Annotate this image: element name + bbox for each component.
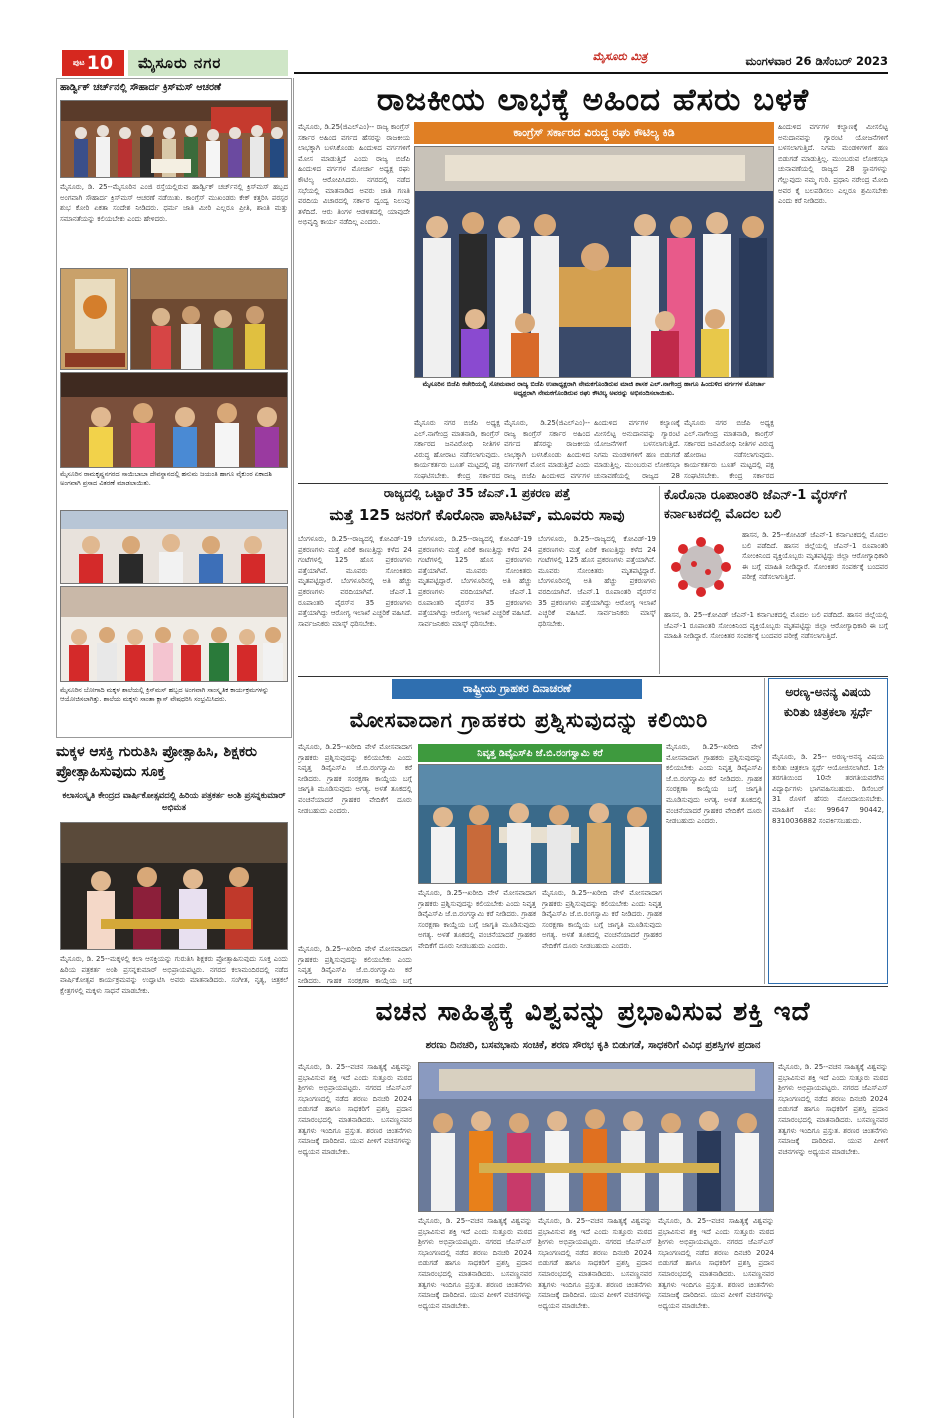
covid-kicker: ರಾಜ್ಯದಲ್ಲಿ ಒಟ್ಟಾರೆ 35 ಜೆಎನ್.1 ಪ್ರಕರಣ ಪತ್ತೆ bbox=[383, 486, 571, 500]
christmas-photo-2 bbox=[60, 586, 288, 682]
main-headline: ರಾಜಕೀಯ ಲಾಭಕ್ಕೆ ಅಹಿಂದ ಹೆಸರು ಬಳಕೆ bbox=[376, 82, 810, 118]
left-story3-headline: ಮಕ್ಕಳ ಆಸಕ್ತಿ ಗುರುತಿಸಿ ಪ್ರೋತ್ಸಾಹಿಸಿ, ಶಿಕ್ಷಕರು ಪ್ರೋತ್ಸಾಹಿಸುವುದು ಸೂಕ್ತ bbox=[56, 744, 257, 780]
header-rule bbox=[294, 72, 888, 74]
christmas-caption: ಮೈಸೂರಿನ ಬೋಗಾದಿ ಮಕ್ಕಳ ಶಾಲೆಯಲ್ಲಿ ಕ್ರಿಸ್‌ಮಸ್ ಹಬ್ಬದ ಅಂಗವಾಗಿ ಸಾಂಸ್ಕೃತಿಕ ಕಾರ್ಯಕ್ರಮಗಳನ್ನು ಆಯೋಜಿಸಲಾಗಿತ್ತು. ಶಾಲೆಯ ಮಕ್ಕಳು ಸಾಂತಾ ಕ್ಲಾಸ್ ವೇಷಧರಿಸಿ ಸಂಭ್ರಮಿಸಿದರು. bbox=[60, 686, 269, 703]
left-story3-sub: ಕಲಾಸಂಸ್ಕೃತಿ ಕೇಂದ್ರದ ವಾರ್ಷಿಕೋತ್ಸವದಲ್ಲಿ ಹಿರಿಯ ಪತ್ರಕರ್ತ ಅಂಶಿ ಪ್ರಸನ್ನಕುಮಾರ್ ಅಭಿಮತ bbox=[62, 791, 286, 813]
vachana-headline: ವಚನ ಸಾಹಿತ್ಯಕ್ಕೆ ವಿಶ್ವವನ್ನು ಪ್ರಭಾವಿಸುವ ಶಕ್ತಿ ಇದೆ bbox=[375, 997, 811, 1027]
main-body-bottom-3: ಹಿಂದುಳಿದ ವರ್ಗಗಳ ಕಲ್ಯಾಣಕ್ಕೆ ಮೀಸಲಿಟ್ಟ ಅನುದಾನವನ್ನು ಗ್ಯಾರಂಟಿ ಯೋಜನೆಗಳಿಗೆ ಬಳಸಲಾಗುತ್ತಿದೆ. ನಿಗಮ ಮಂಡಳಿಗಳಿಗೆ ಹಣ ಬಿಡುಗಡೆ ಮಾಡುತ್ತಿಲ್ಲ. ಮುಂಬರುವ ಲೋಕಸಭಾ ಚುನಾವಣೆಯಲ್ಲಿ ರಾಜ್ಯದ 28 bbox=[594, 419, 680, 480]
jn1-body-1: ಹಾಸನ, ಡಿ. 25--ಕೋವಿಡ್ ಜೆಎನ್-1 ಕರ್ನಾಟಕದಲ್ಲಿ ಮೊದಲ ಬಲಿ ಪಡೆದಿದೆ. ಹಾಸನ ಜಿಲ್ಲೆಯಲ್ಲಿ ಜೆಎನ್-1 ರೂಪಾಂತರಿ ಸೋಂಕಿನಿಂದ ವ್ಯಕ್ತಿಯೊಬ್ಬರು ಮೃತಪಟ್ಟಿದ್ದು ಜಿಲ್ಲಾ ಆರೋಗ್ಯಾಧಿಕಾರಿ ಈ ಬಗ್ಗೆ ಮಾಹಿತಿ ನೀಡಿದ್ದಾರೆ. ಸೋಂಕಿತರ ಸಂಪರ್ಕಕ್ಕೆ ಬಂದವರ ಪರೀಕ್ಷೆ ನಡೆಸಲಾಗುತ್ತಿದೆ. bbox=[742, 531, 888, 582]
page-number-box bbox=[62, 50, 124, 76]
covid-headline: ಮತ್ತೆ 125 ಜನರಿಗೆ ಕೊರೊನಾ ಪಾಸಿಟಿವ್, ಮೂವರು ಸಾವು bbox=[329, 506, 625, 524]
main-kicker bbox=[414, 122, 774, 144]
page-label: ಪುಟ bbox=[72, 58, 85, 67]
covid-divider bbox=[659, 486, 660, 674]
consumer-body-mid-1: ಮೈಸೂರು, ಡಿ.25--ಖರೀದಿ ವೇಳೆ ಮೋಸವಾದಾಗ ಗ್ರಾಹಕರು ಪ್ರಶ್ನಿಸುವುದನ್ನು ಕಲಿಯಬೇಕು ಎಂದು ನಿವೃತ್ತ ಡಿವೈಎಸ್‌ಪಿ ಜೆ.ಬಿ.ರಂಗಸ್ವಾಮಿ ಕರೆ ನೀಡಿದರು. ಗ್ರಾಹಕ ಸಂರಕ್ಷಣಾ ಕಾಯ್ದೆಯ ಬಗ್ಗೆ ಜಾಗೃತಿ ಮೂಡಿಸುವುದು ಅಗತ್ಯ. ಅಳತೆ ತೂಕದಲ್ಲಿ ವಂಚನೆಯಾದರೆ ಗ್ರಾಹಕರ ವೇದಿಕೆಗೆ ದೂರು ನೀಡಬಹುದು ಎಂದರು. bbox=[418, 889, 536, 950]
jn1-body-2: ಹಾಸನ, ಡಿ. 25--ಕೋವಿಡ್ ಜೆಎನ್-1 ಕರ್ನಾಟಕದಲ್ಲಿ ಮೊದಲ ಬಲಿ ಪಡೆದಿದೆ. ಹಾಸನ ಜಿಲ್ಲೆಯಲ್ಲಿ ಜೆಎನ್-1 ರೂಪಾಂತರಿ ಸೋಂಕಿನಿಂದ ವ್ಯಕ್ತಿಯೊಬ್ಬರು ಮೃತಪಟ್ಟಿದ್ದು ಜಿಲ್ಲಾ ಆರೋಗ್ಯಾಧಿಕಾರಿ ಈ ಬಗ್ಗೆ ಮಾಹಿತಿ ನೀಡಿದ್ದಾರೆ. ಸೋಂಕಿತರ ಸಂಪರ್ಕಕ್ಕೆ ಬಂದವರ ಪರೀಕ್ಷೆ ನಡೆಸಲಾಗುತ್ತಿದೆ. bbox=[664, 611, 888, 641]
section-banner bbox=[128, 50, 288, 76]
consumer-bottom-rule bbox=[298, 986, 888, 987]
bjp-photo bbox=[414, 146, 774, 378]
temple-caption: ಮೈಸೂರಿನ ರಾಮಕೃಷ್ಣನಗರದ ಸಾಯಿಬಾಬಾ ದೇವಸ್ಥಾನದಲ್ಲಿ ಹನುಮ ಜಯಂತಿ ಹಾಗೂ ವೈಕುಂಠ ಏಕಾದಶಿ ಅಂಗವಾಗಿ ಪ್ರಸಾದ ವಿತರಣೆ ಮಾಡಲಾಯಿತು. bbox=[60, 470, 272, 487]
main-body-left: ಮೈಸೂರು, ಡಿ.25(ಜಿಎಲ್‌ಎಂ)-- ರಾಜ್ಯ ಕಾಂಗ್ರೆಸ್ ಸರ್ಕಾರ ಅಹಿಂದ ವರ್ಗದ ಹೆಸರನ್ನು ರಾಜಕೀಯ ಲಾಭಕ್ಕಾಗಿ ಬಳಸಿಕೊಂಡು ಹಿಂದುಳಿದ ವರ್ಗಗಳಿಗೆ ಮೋಸ ಮಾಡುತ್ತಿದೆ ಎಂದು ರಾಜ್ಯ ಬಿಜೆಪಿ ಹಿಂದುಳಿದ ವರ್ಗಗಳ ಮೋರ್ಚಾ ಅಧ್ಯಕ್ಷ ರಘು ಕೌಟಿಲ್ಯ ಆರೋಪಿಸಿದರು. ನಗರದಲ್ಲಿ ನಡೆದ ಸಭೆಯಲ್ಲಿ ಮಾತನಾಡಿದ ಅವರು ಜಾತಿ ಗಣತಿ ವರದಿಯ ವಿಚಾರದಲ್ಲಿ ಸರ್ಕಾರ ದ್ವಂದ್ವ ನಿಲುವು ತಳೆದಿದೆ. ಆರು ತಿಂಗಳ ಆಡಳಿತದಲ್ಲಿ ಯಾವುದೇ ಅಭಿವೃದ್ಧಿ ಕಾರ್ಯ ನಡೆದಿಲ್ಲ ಎಂದರು. bbox=[298, 123, 410, 227]
covid-body-2: ಬೆಂಗಳೂರು, ಡಿ.25--ರಾಜ್ಯದಲ್ಲಿ ಕೋವಿಡ್-19 ಪ್ರಕರಣಗಳು ಮತ್ತೆ ಏರಿಕೆ ಕಾಣುತ್ತಿದ್ದು ಕಳೆದ 24 ಗಂಟೆಗಳಲ್ಲಿ 125 ಹೊಸ ಪ್ರಕರಣಗಳು ಪತ್ತೆಯಾಗಿವೆ. ಮೂವರು ಸೋಂಕಿತರು ಮೃತಪಟ್ಟಿದ್ದಾರೆ. ಬೆಂಗಳೂರಿನಲ್ಲಿ ಅತಿ ಹೆಚ್ಚು ಪ್ರಕರಣಗಳು ವರದಿಯಾಗಿವೆ. ಜೆಎನ್.1 ರೂಪಾಂತರಿ ವೈರಸ್‌ನ 35 ಪ್ರಕರಣಗಳು ಪತ್ತೆಯಾಗಿದ್ದು ಆರೋಗ್ಯ ಇಲಾಖೆ ಎಚ್ಚರಿಕೆ ವಹಿಸಿದೆ. ಸಾರ್ವಜನಿಕರು ಮಾಸ್ಕ್ ಧರಿಸಬೇಕು. bbox=[418, 535, 532, 628]
main-kicker-text: ಕಾಂಗ್ರೆಸ್ ಸರ್ಕಾರದ ವಿರುದ್ಧ ರಘು ಕೌಟಿಲ್ಯ ಕಿಡಿ bbox=[513, 126, 675, 139]
art-divider bbox=[764, 678, 765, 984]
jn1-headline: ಕೊರೊನಾ ರೂಪಾಂತರಿ ಜೆಎನ್-1 ವೈರಸ್‌ಗೆ ಕರ್ನಾಟಕದಲ್ಲಿ ಮೊದಲ ಬಲಿ bbox=[664, 488, 847, 522]
covid-body-3: ಬೆಂಗಳೂರು, ಡಿ.25--ರಾಜ್ಯದಲ್ಲಿ ಕೋವಿಡ್-19 ಪ್ರಕರಣಗಳು ಮತ್ತೆ ಏರಿಕೆ ಕಾಣುತ್ತಿದ್ದು ಕಳೆದ 24 ಗಂಟೆಗಳಲ್ಲಿ 125 ಹೊಸ ಪ್ರಕರಣಗಳು ಪತ್ತೆಯಾಗಿವೆ. ಮೂವರು ಸೋಂಕಿತರು ಮೃತಪಟ್ಟಿದ್ದಾರೆ. ಬೆಂಗಳೂರಿನಲ್ಲಿ ಅತಿ ಹೆಚ್ಚು ಪ್ರಕರಣಗಳು ವರದಿಯಾಗಿವೆ. ಜೆಎನ್.1 ರೂಪಾಂತರಿ ವೈರಸ್‌ನ 35 ಪ್ರಕರಣಗಳು ಪತ್ತೆಯಾಗಿದ್ದು ಆರೋಗ್ಯ ಇಲಾಖೆ ಎಚ್ಚರಿಕೆ ವಹಿಸಿದೆ. ಸಾರ್ವಜನಿಕರು ಮಾಸ್ಕ್ ಧರಿಸಬೇಕು. bbox=[538, 535, 656, 628]
left-story1-headline: ಹಾರ್ಡ್ವಿಕ್ ಚರ್ಚ್‌ನಲ್ಲಿ ಸೌಹಾರ್ದ ಕ್ರಿಸ್‌ಮಸ್ ಆಚರಣೆ bbox=[60, 82, 221, 93]
consumer-subhead bbox=[418, 744, 662, 762]
masthead: ಮೈಸೂರು ಮಿತ್ರ bbox=[592, 50, 648, 63]
temple-photo-2 bbox=[130, 268, 288, 370]
virus-image bbox=[664, 530, 738, 604]
left-story3-body: ಮೈಸೂರು, ಡಿ. 25--ಮಕ್ಕಳಲ್ಲಿ ಕಲಾ ಆಸಕ್ತಿಯನ್ನು ಗುರುತಿಸಿ ಶಿಕ್ಷಕರು ಪ್ರೋತ್ಸಾಹಿಸುವುದು ಸೂಕ್ತ ಎಂದು ಹಿರಿಯ ಪತ್ರಕರ್ತ ಅಂಶಿ ಪ್ರಸನ್ನಕುಮಾರ್ ಅಭಿಪ್ರಾಯಪಟ್ಟರು. ನಗರದ ಕಲಾಮಂದಿರದಲ್ಲಿ ನಡೆದ ವಾರ್ಷಿಕೋತ್ಸವ ಕಾರ್ಯಕ್ರಮವನ್ನು ಉದ್ಘಾಟಿಸಿ ಅವರು ಮಾತನಾಡಿದರು. ಸಂಗೀತ, ನೃತ್ಯ, ಚಿತ್ರಕಲೆ ಕ್ಷೇತ್ರಗಳಲ್ಲಿ ಮಕ್ಕಳು ಸಾಧನೆ ಮಾಡಬೇಕು. bbox=[60, 955, 288, 995]
covid-bottom-rule bbox=[298, 676, 888, 677]
section-title: ಮೈಸೂರು ನಗರ bbox=[138, 54, 222, 72]
consumer-kicker-text: ರಾಷ್ಟ್ರೀಯ ಗ್ರಾಹಕರ ದಿನಾಚರಣೆ bbox=[462, 682, 572, 695]
issue-date: ಮಂಗಳವಾರ 26 ಡಿಸೆಂಬರ್ 2023 bbox=[745, 54, 888, 68]
consumer-body-right: ಮೈಸೂರು, ಡಿ.25--ಖರೀದಿ ವೇಳೆ ಮೋಸವಾದಾಗ ಗ್ರಾಹಕರು ಪ್ರಶ್ನಿಸುವುದನ್ನು ಕಲಿಯಬೇಕು ಎಂದು ನಿವೃತ್ತ ಡಿವೈಎಸ್‌ಪಿ ಜೆ.ಬಿ.ರಂಗಸ್ವಾಮಿ ಕರೆ ನೀಡಿದರು. ಗ್ರಾಹಕ ಸಂರಕ್ಷಣಾ ಕಾಯ್ದೆಯ ಬಗ್ಗೆ ಜಾಗೃತಿ ಮೂಡಿಸುವುದು ಅಗತ್ಯ. ಅಳತೆ ತೂಕದಲ್ಲಿ ವಂಚನೆಯಾದರೆ ಗ್ರಾಹಕರ ವೇದಿಕೆಗೆ ದೂರು ನೀಡಬಹುದು ಎಂದರು. bbox=[666, 743, 762, 826]
left-story1-body: ಮೈಸೂರು, ಡಿ. 25--ಮೈಸೂರಿನ ಎಂಜಿ ರಸ್ತೆಯಲ್ಲಿರುವ ಹಾರ್ಡ್ವಿಕ್ ಚರ್ಚ್‌ನಲ್ಲಿ ಕ್ರಿಸ್‌ಮಸ್ ಹಬ್ಬದ ಅಂಗವಾಗಿ ಸೌಹಾರ್ದ ಕ್ರಿಸ್‌ಮಸ್ ಆಚರಣೆ ನಡೆಯಿತು. ಕಾಂಗ್ರೆಸ್ ಮುಖಂಡರು ಕೇಕ್ ಕತ್ತರಿಸಿ ಪರಸ್ಪರ ಶುಭ ಕೋರಿ ಏಕತಾ ಸಂದೇಶ ನೀಡಿದರು. ಧರ್ಮ ಜಾತಿ ಮೀರಿ ಎಲ್ಲರೂ ಪ್ರೀತಿ, ಶಾಂತಿ ಮತ್ತು ಸಮಾನತೆಯನ್ನು ಕಲಿಯಬೇಕು ಎಂದು ಹೇಳಿದರು. bbox=[60, 183, 288, 223]
left-divider bbox=[293, 78, 294, 1418]
consumer-photo bbox=[418, 764, 662, 884]
christmas-photo-1 bbox=[60, 510, 288, 584]
main-body-right: ಹಿಂದುಳಿದ ವರ್ಗಗಳ ಕಲ್ಯಾಣಕ್ಕೆ ಮೀಸಲಿಟ್ಟ ಅನುದಾನವನ್ನು ಗ್ಯಾರಂಟಿ ಯೋಜನೆಗಳಿಗೆ ಬಳಸಲಾಗುತ್ತಿದೆ. ನಿಗಮ ಮಂಡಳಿಗಳಿಗೆ ಹಣ ಬಿಡುಗಡೆ ಮಾಡುತ್ತಿಲ್ಲ. ಮುಂಬರುವ ಲೋಕಸಭಾ ಚುನಾವಣೆಯಲ್ಲಿ ರಾಜ್ಯದ 28 ಸ್ಥಾನಗಳನ್ನು ಗೆಲ್ಲುವುದು ನಮ್ಮ ಗುರಿ. ಪ್ರಧಾನಿ ನರೇಂದ್ರ ಮೋದಿ ಅವರ ಕೈ ಬಲಪಡಿಸಲು ಎಲ್ಲರೂ ಶ್ರಮಿಸಬೇಕು ಎಂದು ಕರೆ ನೀಡಿದರು. bbox=[778, 123, 888, 206]
church-photo bbox=[60, 100, 288, 178]
page-number: 10 bbox=[86, 52, 114, 74]
main-body-bottom-1: ಮೈಸೂರು ನಗರ ಬಿಜೆಪಿ ಅಧ್ಯಕ್ಷ ಎಲ್.ನಾಗೇಂದ್ರ ಮಾತನಾಡಿ, ಕಾಂಗ್ರೆಸ್ ಸರ್ಕಾರದ ಜನವಿರೋಧಿ ನೀತಿಗಳ ವಿರುದ್ಧ ಹೋರಾಟ ನಡೆಸಲಾಗುವುದು. ಕಾರ್ಯಕರ್ತರು ಬೂತ್ ಮಟ್ಟದಲ್ಲಿ ಪಕ್ಷ ಸಂಘಟಿಸಬೇಕು. ಕೇಂದ್ರ ಸರ್ಕಾರದ bbox=[414, 419, 500, 480]
consumer-body-left-2: ಮೈಸೂರು, ಡಿ.25--ಖರೀದಿ ವೇಳೆ ಮೋಸವಾದಾಗ ಗ್ರಾಹಕರು ಪ್ರಶ್ನಿಸುವುದನ್ನು ಕಲಿಯಬೇಕು ಎಂದು ನಿವೃತ್ತ ಡಿವೈಎಸ್‌ಪಿ ಜೆ.ಬಿ.ರಂಗಸ್ವಾಮಿ ಕರೆ ನೀಡಿದರು. ಗ್ರಾಹಕ ಸಂರಕ್ಷಣಾ ಕಾಯ್ದೆಯ ಬಗ್ಗೆ bbox=[298, 945, 412, 984]
temple-photo-3 bbox=[60, 372, 288, 468]
vachana-body-mid-1: ಮೈಸೂರು, ಡಿ. 25--ವಚನ ಸಾಹಿತ್ಯಕ್ಕೆ ವಿಶ್ವವನ್ನು ಪ್ರಭಾವಿಸುವ ಶಕ್ತಿ ಇದೆ ಎಂದು ಸುತ್ತೂರು ಮಠದ ಶ್ರೀಗಳು ಅಭಿಪ್ರಾಯಪಟ್ಟರು. ನಗರದ ಜೆಎಸ್‌ಎಸ್ ಸಭಾಂಗಣದಲ್ಲಿ ನಡೆದ ಶರಣು ದಿನಚರಿ 2024 ಬಿಡುಗಡೆ ಹಾಗೂ ಸಾಧಕರಿಗೆ ಪ್ರಶಸ್ತಿ ಪ್ರದಾನ ಸಮಾರಂಭದಲ್ಲಿ ಮಾತನಾಡಿದರು. ಬಸವಣ್ಣನವರ ತತ್ವಗಳು ಇಂದಿಗೂ ಪ್ರಸ್ತುತ. ಶರಣರ ಚಿಂತನೆಗಳು ಸಮಾಜಕ್ಕೆ ದಾರಿದೀಪ. ಯುವ ಪೀಳಿಗೆ ವಚನಗಳನ್ನು ಅಧ್ಯಯನ ಮಾಡಬೇಕು. bbox=[418, 1217, 532, 1310]
main-bottom-rule bbox=[298, 483, 888, 484]
consumer-body-left: ಮೈಸೂರು, ಡಿ.25--ಖರೀದಿ ವೇಳೆ ಮೋಸವಾದಾಗ ಗ್ರಾಹಕರು ಪ್ರಶ್ನಿಸುವುದನ್ನು ಕಲಿಯಬೇಕು ಎಂದು ನಿವೃತ್ತ ಡಿವೈಎಸ್‌ಪಿ ಜೆ.ಬಿ.ರಂಗಸ್ವಾಮಿ ಕರೆ ನೀಡಿದರು. ಗ್ರಾಹಕ ಸಂರಕ್ಷಣಾ ಕಾಯ್ದೆಯ ಬಗ್ಗೆ ಜಾಗೃತಿ ಮೂಡಿಸುವುದು ಅಗತ್ಯ. ಅಳತೆ ತೂಕದಲ್ಲಿ ವಂಚನೆಯಾದರೆ ಗ್ರಾಹಕರ ವೇದಿಕೆಗೆ ದೂರು ನೀಡಬಹುದು ಎಂದರು. bbox=[298, 743, 412, 815]
art-body: ಮೈಸೂರು, ಡಿ. 25-- ಅರಣ್ಯ-ಅನನ್ಯ ವಿಷಯ ಕುರಿತು ಚಿತ್ರಕಲಾ ಸ್ಪರ್ಧೆ ಆಯೋಜಿಸಲಾಗಿದೆ. 1ನೇ ತರಗತಿಯಿಂದ 10ನೇ ತರಗತಿಯವರೆಗಿನ ವಿದ್ಯಾರ್ಥಿಗಳು ಭಾಗವಹಿಸಬಹುದು. ಡಿಸೆಂಬರ್ 31 ರೊಳಗೆ ಹೆಸರು ನೋಂದಾಯಿಸಬೇಕು. ಮಾಹಿತಿಗೆ ಮೊ: 99647 90442, 8310036882 ಸಂಪರ್ಕಿಸಬಹುದು. bbox=[772, 753, 884, 825]
award-photo bbox=[60, 822, 288, 950]
vachana-body-mid-3: ಮೈಸೂರು, ಡಿ. 25--ವಚನ ಸಾಹಿತ್ಯಕ್ಕೆ ವಿಶ್ವವನ್ನು ಪ್ರಭಾವಿಸುವ ಶಕ್ತಿ ಇದೆ ಎಂದು ಸುತ್ತೂರು ಮಠದ ಶ್ರೀಗಳು ಅಭಿಪ್ರಾಯಪಟ್ಟರು. ನಗರದ ಜೆಎಸ್‌ಎಸ್ ಸಭಾಂಗಣದಲ್ಲಿ ನಡೆದ ಶರಣು ದಿನಚರಿ 2024 ಬಿಡುಗಡೆ ಹಾಗೂ ಸಾಧಕರಿಗೆ ಪ್ರಶಸ್ತಿ ಪ್ರದಾನ ಸಮಾರಂಭದಲ್ಲಿ ಮಾತನಾಡಿದರು. ಬಸವಣ್ಣನವರ ತತ್ವಗಳು ಇಂದಿಗೂ ಪ್ರಸ್ತುತ. ಶರಣರ ಚಿಂತನೆಗಳು ಸಮಾಜಕ್ಕೆ ದಾರಿದೀಪ. ಯುವ ಪೀಳಿಗೆ ವಚನಗಳನ್ನು ಅಧ್ಯಯನ ಮಾಡಬೇಕು. bbox=[658, 1217, 774, 1310]
vachana-subhead: ಶರಣು ದಿನಚರಿ, ಬಸವಭಾನು ಸಂಚಿಕೆ, ಶರಣ ಸೌರಭ ಕೃತಿ ಬಿಡುಗಡೆ, ಸಾಧಕರಿಗೆ ವಿವಿಧ ಪ್ರಶಸ್ತಿಗಳ ಪ್ರದಾನ bbox=[425, 1040, 761, 1051]
consumer-headline: ಮೋಸವಾದಾಗ ಗ್ರಾಹಕರು ಪ್ರಶ್ನಿಸುವುದನ್ನು ಕಲಿಯಿರಿ bbox=[349, 708, 709, 732]
consumer-kicker bbox=[392, 679, 642, 699]
vachana-photo bbox=[418, 1062, 774, 1212]
main-body-bottom-4: ಮೈಸೂರು ನಗರ ಬಿಜೆಪಿ ಅಧ್ಯಕ್ಷ ಎಲ್.ನಾಗೇಂದ್ರ ಮಾತನಾಡಿ, ಕಾಂಗ್ರೆಸ್ ಸರ್ಕಾರದ ಜನವಿರೋಧಿ ನೀತಿಗಳ ವಿರುದ್ಧ ಹೋರಾಟ ನಡೆಸಲಾಗುವುದು. ಕಾರ್ಯಕರ್ತರು ಬೂತ್ ಮಟ್ಟದಲ್ಲಿ ಪಕ್ಷ ಸಂಘಟಿಸಬೇಕು. ಕೇಂದ್ರ ಸರ್ಕಾರದ bbox=[684, 419, 774, 480]
consumer-subhead-text: ನಿವೃತ್ತ ಡಿವೈಎಸ್‌ಪಿ ಜೆ.ಬಿ.ರಂಗಸ್ವಾಮಿ ಕರೆ bbox=[477, 747, 603, 759]
vachana-body-left: ಮೈಸೂರು, ಡಿ. 25--ವಚನ ಸಾಹಿತ್ಯಕ್ಕೆ ವಿಶ್ವವನ್ನು ಪ್ರಭಾವಿಸುವ ಶಕ್ತಿ ಇದೆ ಎಂದು ಸುತ್ತೂರು ಮಠದ ಶ್ರೀಗಳು ಅಭಿಪ್ರಾಯಪಟ್ಟರು. ನಗರದ ಜೆಎಸ್‌ಎಸ್ ಸಭಾಂಗಣದಲ್ಲಿ ನಡೆದ ಶರಣು ದಿನಚರಿ 2024 ಬಿಡುಗಡೆ ಹಾಗೂ ಸಾಧಕರಿಗೆ ಪ್ರಶಸ್ತಿ ಪ್ರದಾನ ಸಮಾರಂಭದಲ್ಲಿ ಮಾತನಾಡಿದರು. ಬಸವಣ್ಣನವರ ತತ್ವಗಳು ಇಂದಿಗೂ ಪ್ರಸ್ತುತ. ಶರಣರ ಚಿಂತನೆಗಳು ಸಮಾಜಕ್ಕೆ ದಾರಿದೀಪ. ಯುವ ಪೀಳಿಗೆ ವಚನಗಳನ್ನು ಅಧ್ಯಯನ ಮಾಡಬೇಕು. bbox=[298, 1063, 412, 1156]
main-body-bottom-2: ಮೈಸೂರು, ಡಿ.25(ಜಿಎಲ್‌ಎಂ)-- ರಾಜ್ಯ ಕಾಂಗ್ರೆಸ್ ಸರ್ಕಾರ ಅಹಿಂದ ವರ್ಗದ ಹೆಸರನ್ನು ರಾಜಕೀಯ ಲಾಭಕ್ಕಾಗಿ ಬಳಸಿಕೊಂಡು ಹಿಂದುಳಿದ ವರ್ಗಗಳಿಗೆ ಮೋಸ ಮಾಡುತ್ತಿದೆ ಎಂದು ರಾಜ್ಯ ಬಿಜೆಪಿ ಹಿಂದುಳಿದ ವರ್ಗಗಳ bbox=[504, 419, 590, 480]
vachana-body-right: ಮೈಸೂರು, ಡಿ. 25--ವಚನ ಸಾಹಿತ್ಯಕ್ಕೆ ವಿಶ್ವವನ್ನು ಪ್ರಭಾವಿಸುವ ಶಕ್ತಿ ಇದೆ ಎಂದು ಸುತ್ತೂರು ಮಠದ ಶ್ರೀಗಳು ಅಭಿಪ್ರಾಯಪಟ್ಟರು. ನಗರದ ಜೆಎಸ್‌ಎಸ್ ಸಭಾಂಗಣದಲ್ಲಿ ನಡೆದ ಶರಣು ದಿನಚರಿ 2024 ಬಿಡುಗಡೆ ಹಾಗೂ ಸಾಧಕರಿಗೆ ಪ್ರಶಸ್ತಿ ಪ್ರದಾನ ಸಮಾರಂಭದಲ್ಲಿ ಮಾತನಾಡಿದರು. ಬಸವಣ್ಣನವರ ತತ್ವಗಳು ಇಂದಿಗೂ ಪ್ರಸ್ತುತ. ಶರಣರ ಚಿಂತನೆಗಳು ಸಮಾಜಕ್ಕೆ ದಾರಿದೀಪ. ಯುವ ಪೀಳಿಗೆ ವಚನಗಳನ್ನು ಅಧ್ಯಯನ ಮಾಡಬೇಕು. bbox=[778, 1063, 888, 1156]
covid-body-1: ಬೆಂಗಳೂರು, ಡಿ.25--ರಾಜ್ಯದಲ್ಲಿ ಕೋವಿಡ್-19 ಪ್ರಕರಣಗಳು ಮತ್ತೆ ಏರಿಕೆ ಕಾಣುತ್ತಿದ್ದು ಕಳೆದ 24 ಗಂಟೆಗಳಲ್ಲಿ 125 ಹೊಸ ಪ್ರಕರಣಗಳು ಪತ್ತೆಯಾಗಿವೆ. ಮೂವರು ಸೋಂಕಿತರು ಮೃತಪಟ್ಟಿದ್ದಾರೆ. ಬೆಂಗಳೂರಿನಲ್ಲಿ ಅತಿ ಹೆಚ್ಚು ಪ್ರಕರಣಗಳು ವರದಿಯಾಗಿವೆ. ಜೆಎನ್.1 ರೂಪಾಂತರಿ ವೈರಸ್‌ನ 35 ಪ್ರಕರಣಗಳು ಪತ್ತೆಯಾಗಿದ್ದು ಆರೋಗ್ಯ ಇಲಾಖೆ ಎಚ್ಚರಿಕೆ ವಹಿಸಿದೆ. ಸಾರ್ವಜನಿಕರು ಮಾಸ್ಕ್ ಧರಿಸಬೇಕು. bbox=[298, 535, 412, 628]
bjp-caption: ಮೈಸೂರಿನ ಬಿಜೆಪಿ ಕಚೇರಿಯಲ್ಲಿ ಸೋಮವಾರ ರಾಜ್ಯ ಬಿಜೆಪಿ ಉಪಾಧ್ಯಕ್ಷರಾಗಿ ನೇಮಕಗೊಂಡಿರುವ ಮಾಜಿ ಶಾಸಕ ಎಲ್.ನಾಗೇಂದ್ರ ಹಾಗೂ ಹಿಂದುಳಿದ ವರ್ಗಗಳ ಮೋರ್ಚಾ ಅಧ್ಯಕ್ಷರಾಗಿ ನೇಮಕಗೊಂಡಿರುವ ರಘು ಕೌಟಿಲ್ಯ ಅವರನ್ನು ಅಭಿನಂದಿಸಲಾಯಿತು. bbox=[422, 380, 766, 397]
art-headline: ಅರಣ್ಯ-ಅನನ್ಯ ವಿಷಯ ಕುರಿತು ಚಿತ್ರಕಲಾ ಸ್ಪರ್ಧೆ bbox=[783, 685, 873, 719]
temple-photo-1 bbox=[60, 268, 128, 370]
vachana-body-mid-2: ಮೈಸೂರು, ಡಿ. 25--ವಚನ ಸಾಹಿತ್ಯಕ್ಕೆ ವಿಶ್ವವನ್ನು ಪ್ರಭಾವಿಸುವ ಶಕ್ತಿ ಇದೆ ಎಂದು ಸುತ್ತೂರು ಮಠದ ಶ್ರೀಗಳು ಅಭಿಪ್ರಾಯಪಟ್ಟರು. ನಗರದ ಜೆಎಸ್‌ಎಸ್ ಸಭಾಂಗಣದಲ್ಲಿ ನಡೆದ ಶರಣು ದಿನಚರಿ 2024 ಬಿಡುಗಡೆ ಹಾಗೂ ಸಾಧಕರಿಗೆ ಪ್ರಶಸ್ತಿ ಪ್ರದಾನ ಸಮಾರಂಭದಲ್ಲಿ ಮಾತನಾಡಿದರು. ಬಸವಣ್ಣನವರ ತತ್ವಗಳು ಇಂದಿಗೂ ಪ್ರಸ್ತುತ. ಶರಣರ ಚಿಂತನೆಗಳು ಸಮಾಜಕ್ಕೆ ದಾರಿದೀಪ. ಯುವ ಪೀಳಿಗೆ ವಚನಗಳನ್ನು ಅಧ್ಯಯನ ಮಾಡಬೇಕು. bbox=[538, 1217, 652, 1310]
consumer-body-mid-2: ಮೈಸೂರು, ಡಿ.25--ಖರೀದಿ ವೇಳೆ ಮೋಸವಾದಾಗ ಗ್ರಾಹಕರು ಪ್ರಶ್ನಿಸುವುದನ್ನು ಕಲಿಯಬೇಕು ಎಂದು ನಿವೃತ್ತ ಡಿವೈಎಸ್‌ಪಿ ಜೆ.ಬಿ.ರಂಗಸ್ವಾಮಿ ಕರೆ ನೀಡಿದರು. ಗ್ರಾಹಕ ಸಂರಕ್ಷಣಾ ಕಾಯ್ದೆಯ ಬಗ್ಗೆ ಜಾಗೃತಿ ಮೂಡಿಸುವುದು ಅಗತ್ಯ. ಅಳತೆ ತೂಕದಲ್ಲಿ ವಂಚನೆಯಾದರೆ ಗ್ರಾಹಕರ ವೇದಿಕೆಗೆ ದೂರು ನೀಡಬಹುದು ಎಂದರು. bbox=[542, 889, 662, 950]
